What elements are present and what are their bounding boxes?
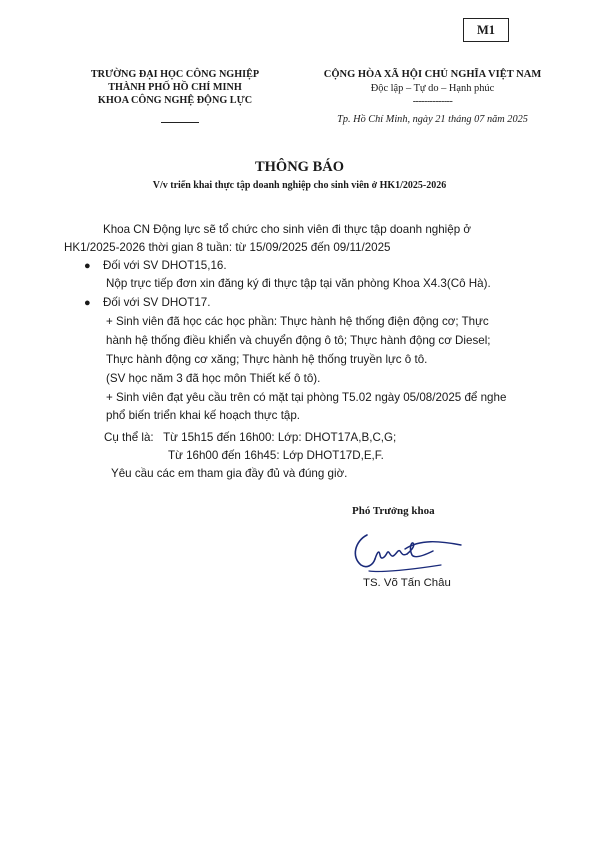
schedule-line-1: Cụ thể là: Từ 15h15 đến 16h00: Lớp: DHOT17A,B,C,G;: [104, 431, 397, 444]
bullet-2-line-2: hành hệ thống điều khiển và chuyển động ô tô; Thực hành động cơ Diesel;: [106, 334, 491, 347]
signer-name: TS. Võ Tấn Châu: [363, 577, 451, 589]
bullet-dot-2: ●: [84, 297, 91, 309]
org-line-2: THÀNH PHỐ HỒ CHÍ MINH: [108, 82, 242, 93]
signer-title: Phó Trưởng khoa: [352, 505, 435, 517]
document-subtitle: V/v triển khai thực tập doanh nghiệp cho sinh viên ở HK1/2025-2026: [152, 180, 447, 191]
bullet-dot-1: ●: [84, 260, 91, 272]
org-line-1: TRƯỜNG ĐẠI HỌC CÔNG NGHIỆP: [90, 69, 260, 80]
bullet-2-line-6: phổ biến triển khai kế hoạch thực tập.: [106, 409, 301, 422]
schedule-line-2: Từ 16h00 đến 16h45: Lớp DHOT17D,E,F.: [168, 449, 384, 462]
bullet-1-text: Nộp trực tiếp đơn xin đăng ký đi thực tập tại văn phòng Khoa X4.3(Cô Hà).: [106, 277, 491, 290]
bullet-2-line-3: Thực hành động cơ xăng; Thực hành hệ thống truyền lực ô tô.: [106, 353, 428, 366]
nation-header: [300, 68, 565, 96]
nation-motto: Độc lập – Tự do – Hạnh phúc: [370, 83, 495, 94]
org-line-3: KHOA CÔNG NGHỆ ĐỘNG LỰC: [97, 95, 253, 106]
handwritten-signature: [345, 527, 465, 577]
bullet-2-line-4: (SV học năm 3 đã học môn Thiết kế ô tô).: [106, 372, 321, 385]
nation-separator: --------------: [412, 96, 453, 107]
nation-line-1: CỘNG HÒA XÃ HỘI CHỦ NGHĨA VIỆT NAM: [323, 69, 542, 80]
intro-line-1: Khoa CN Động lực sẽ tổ chức cho sinh viên đi thực tập doanh nghiệp ở: [103, 223, 471, 236]
bullet-2-line-1: + Sinh viên đã học các học phần: Thực hành hệ thống điện động cơ; Thực: [106, 315, 489, 328]
intro-line-2: HK1/2025-2026 thời gian 8 tuần: từ 15/09/2025 đến 09/11/2025: [64, 241, 391, 254]
form-code-box: M1: [463, 18, 509, 42]
org-underline: [161, 122, 199, 123]
issue-date: Tp. Hồ Chí Minh, ngày 21 tháng 07 năm 2025: [337, 114, 528, 125]
bullet-2-heading: Đối với SV DHOT17.: [103, 296, 211, 309]
closing-line: Yêu cầu các em tham gia đầy đủ và đúng giờ.: [111, 467, 348, 480]
bullet-2-line-5: + Sinh viên đạt yêu cầu trên có mặt tại phòng T5.02 ngày 05/08/2025 để nghe: [106, 391, 507, 404]
org-header: [70, 68, 280, 107]
document-title: THÔNG BÁO: [254, 159, 345, 175]
bullet-1-heading: Đối với SV DHOT15,16.: [103, 259, 227, 272]
